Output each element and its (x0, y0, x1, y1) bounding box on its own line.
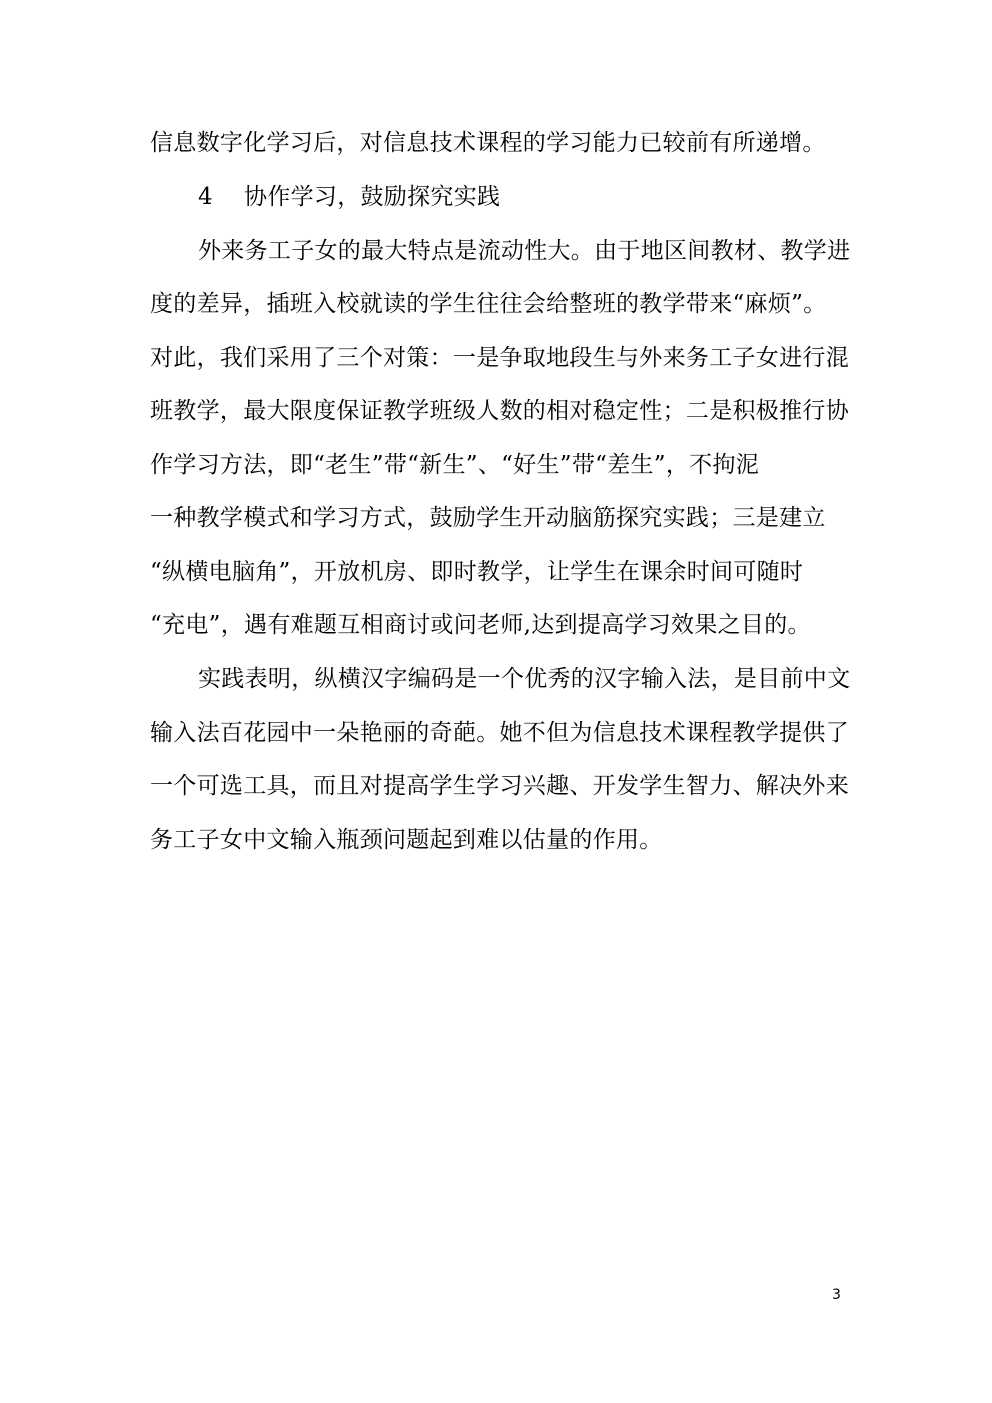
section-heading-number: 4 (198, 184, 213, 210)
paragraph-line: 一种教学模式和学习方式，鼓励学生开动脑筋探究实践；三是建立 (150, 505, 826, 531)
paragraph-line: 务工子女中文输入瓶颈问题起到难以估量的作用。 (150, 827, 663, 853)
paragraph-line: 外来务工子女的最大特点是流动性大。由于地区间教材、教学进 (198, 238, 851, 264)
paragraph-line: 度的差异，插班入校就读的学生往往会给整班的教学带来“麻烦”。 (150, 291, 827, 317)
paragraph-line: “纵横电脑角”，开放机房、即时教学，让学生在课余时间可随时 (150, 559, 804, 585)
page-number: 3 (832, 1287, 841, 1303)
paragraph-line: 作学习方法，即“老生”带“新生”、“好生”带“差生”，不拘泥 (150, 452, 760, 478)
section-heading (198, 182, 898, 212)
paragraph-line: 输入法百花园中一朵艳丽的奇葩。她不但为信息技术课程教学提供了 (150, 720, 849, 746)
paragraph-line: 实践表明，纵横汉字编码是一个优秀的汉字输入法，是目前中文 (198, 666, 851, 692)
paragraph-line: 对此，我们采用了三个对策：一是争取地段生与外来务工子女进行混 (150, 345, 849, 371)
section-heading-title: 协作学习，鼓励探究实践 (244, 184, 501, 210)
paragraph-line: “充电”，遇有难题互相商讨或问老师,达到提高学习效果之目的。 (150, 612, 811, 638)
paragraph-line: 班教学，最大限度保证教学班级人数的相对稳定性；二是积极推行协 (150, 398, 849, 424)
paragraph-line: 信息数字化学习后，对信息技术课程的学习能力已较前有所递增。 (150, 130, 826, 156)
paragraph-line: 一个可选工具，而且对提高学生学习兴趣、开发学生智力、解决外来 (150, 773, 849, 799)
